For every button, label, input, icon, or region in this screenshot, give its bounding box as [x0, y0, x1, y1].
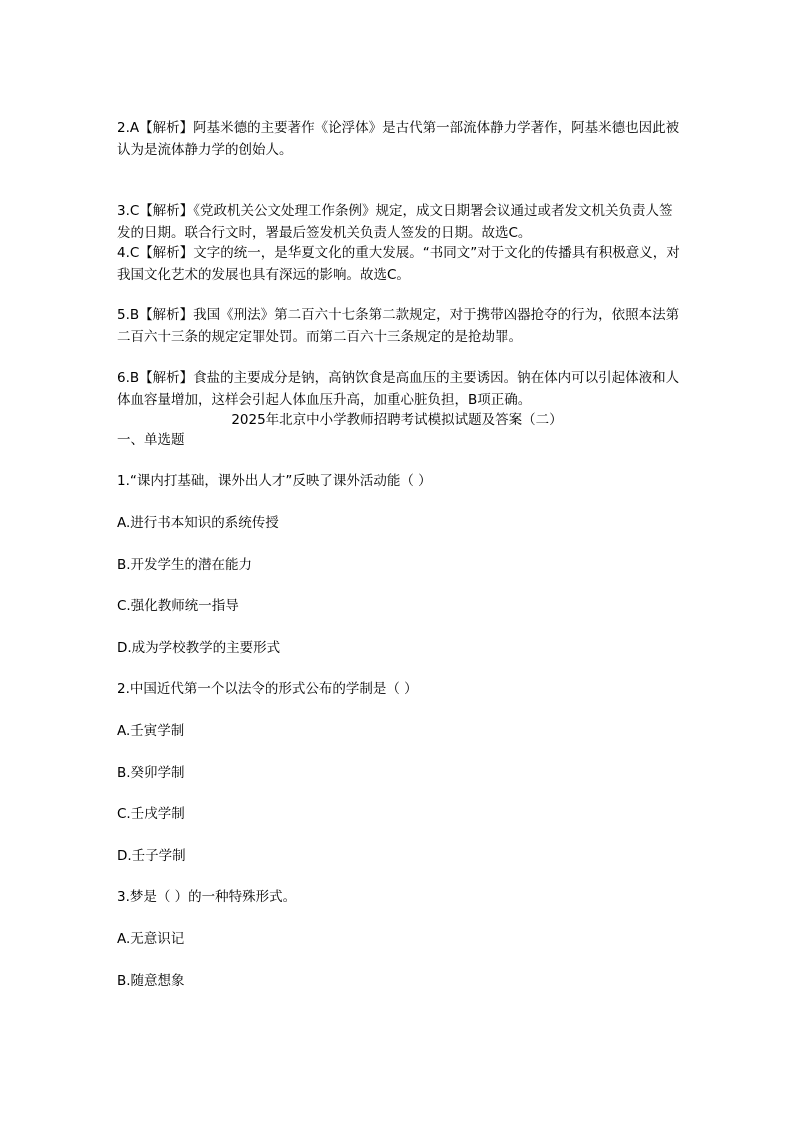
section-heading: 一、单选题	[117, 432, 185, 448]
answer-explanation-2: 2.A【解析】阿基米德的主要著作《论浮体》是古代第一部流体静力学著作，阿基米德也因此被认为是流体静力学的创始人。	[117, 120, 680, 158]
question-2-option-c: C.壬戌学制	[117, 806, 185, 822]
exam-title: 2025年北京中小学教师招聘考试模拟试题及答案（二）	[231, 412, 563, 428]
question-1-stem: 1.“课内打基础，课外出人才”反映了课外活动能（ ）	[117, 473, 432, 489]
question-2-option-b: B.癸卯学制	[117, 765, 185, 781]
question-2-option-d: D.壬子学制	[117, 848, 186, 864]
question-3-stem: 3.梦是（ ）的一种特殊形式。	[117, 889, 297, 905]
question-1-option-b: B.开发学生的潜在能力	[117, 557, 253, 573]
answer-explanation-5: 5.B【解析】我国《刑法》第二百六十七条第二款规定，对于携带凶器抢夺的行为，依照本法第二百六十三条的规定定罪处罚。而第二百六十三条规定的是抢劫罪。	[117, 307, 680, 345]
answer-explanation-3: 3.C【解析】《党政机关公文处理工作条例》规定，成文日期署会议通过或者发文机关负责人签发的日期。联合行文时，署最后签发机关负责人签发的日期。故选C。	[117, 203, 673, 241]
question-3-option-a: A.无意识记	[117, 931, 185, 947]
question-2-option-a: A.壬寅学制	[117, 723, 185, 739]
question-1-option-a: A.进行书本知识的系统传授	[117, 515, 279, 531]
question-3-option-b: B.随意想象	[117, 973, 185, 989]
answer-explanation-6: 6.B【解析】食盐的主要成分是钠，高钠饮食是高血压的主要诱因。钠在体内可以引起体液和人体血容量增加，这样会引起人体血压升高，加重心脏负担，B项正确。	[117, 370, 680, 408]
answer-explanation-4: 4.C【解析】文字的统一，是华夏文化的重大发展。“书同文”对于文化的传播具有积极意义，对我国文化艺术的发展也具有深远的影响。故选C。	[117, 245, 680, 283]
question-2-stem: 2.中国近代第一个以法令的形式公布的学制是（ ）	[117, 681, 418, 697]
question-1-option-c: C.强化教师统一指导	[117, 598, 239, 614]
question-1-option-d: D.成为学校教学的主要形式	[117, 640, 281, 656]
